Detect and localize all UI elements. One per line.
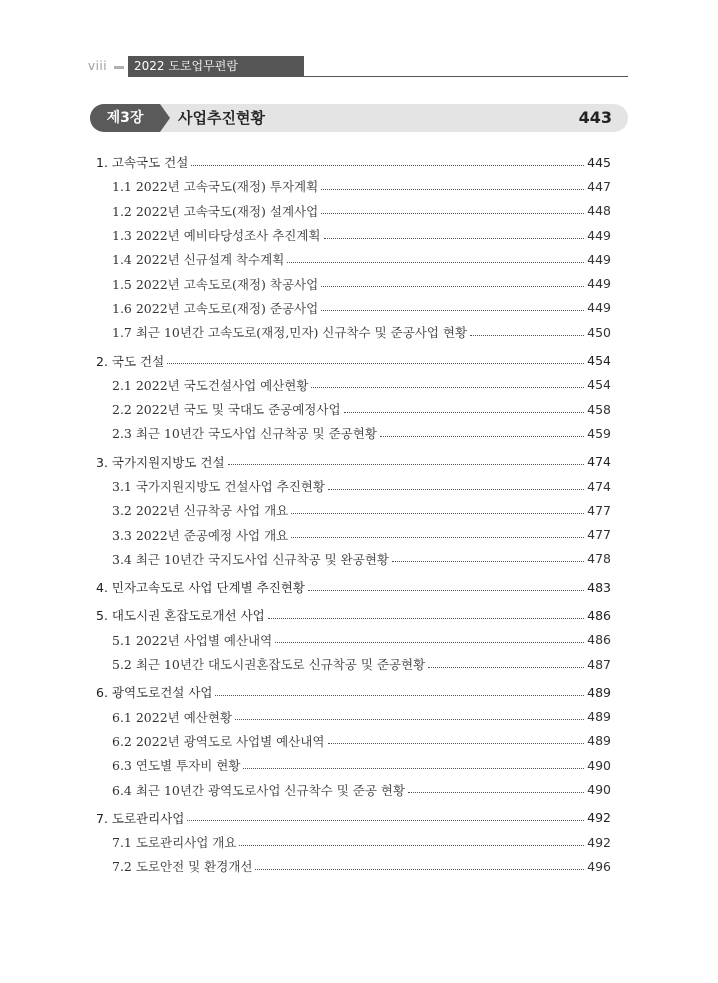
toc-entry-page: 487	[587, 656, 611, 672]
toc-dot-leader	[239, 845, 584, 846]
toc-entry-page: 454	[587, 353, 611, 369]
toc-entry-label: 2.1 2022년 국도건설사업 예산현황	[112, 377, 309, 393]
toc-entry-page: 477	[587, 527, 611, 543]
toc-subsection-entry[interactable]	[96, 498, 611, 522]
toc-subsection-entry[interactable]	[96, 652, 611, 676]
toc-entry-label: 6.3 연도별 투자비 현황	[112, 758, 241, 774]
toc-entry-page: 496	[587, 858, 611, 874]
toc-dot-leader	[287, 262, 584, 263]
toc-entry-label: 1.7 최근 10년간 고속도로(재정,민자) 신규착수 및 준공사업 현황	[112, 325, 468, 341]
toc-subsection-entry[interactable]	[96, 199, 611, 223]
toc-entry-page: 489	[587, 684, 611, 700]
toc-entry-page: 490	[587, 757, 611, 773]
toc-section-entry[interactable]	[96, 150, 611, 174]
toc-entry-label: 2. 국도 건설	[96, 353, 165, 369]
toc-entry-page: 486	[587, 607, 611, 623]
chapter-heading	[90, 104, 628, 132]
toc-entry-label: 6. 광역도로건설 사업	[96, 685, 213, 701]
toc-dot-leader	[344, 412, 585, 413]
toc-entry-page: 477	[587, 502, 611, 518]
toc-entry-page: 449	[587, 300, 611, 316]
toc-subsection-entry[interactable]	[96, 705, 611, 729]
toc-dot-leader	[291, 537, 584, 538]
toc-subsection-entry[interactable]	[96, 421, 611, 445]
toc-dot-leader	[321, 286, 584, 287]
toc-entry-label: 6.4 최근 10년간 광역도로사업 신규착수 및 준공 현황	[112, 782, 406, 798]
toc-entry-label: 6.1 2022년 예산현황	[112, 709, 233, 725]
toc-entry-page: 492	[587, 834, 611, 850]
toc-dot-leader	[392, 561, 584, 562]
chapter-title: 사업추진현황	[178, 109, 265, 127]
toc-entry-page: 474	[587, 478, 611, 494]
toc-subsection-entry[interactable]	[96, 628, 611, 652]
toc-subsection-entry[interactable]	[96, 373, 611, 397]
toc-entry-page: 478	[587, 551, 611, 567]
running-header	[88, 56, 628, 78]
toc-dot-leader	[380, 436, 584, 437]
toc-entry-label: 3.3 2022년 준공예정 사업 개요	[112, 527, 289, 543]
toc-subsection-entry[interactable]	[96, 174, 611, 198]
toc-dot-leader	[255, 869, 584, 870]
chapter-number-badge: 제3장	[90, 104, 160, 132]
toc-section-entry[interactable]	[96, 603, 611, 627]
toc-entry-label: 5. 대도시권 혼잡도로개선 사업	[96, 608, 265, 624]
toc-entry-page: 458	[587, 401, 611, 417]
toc-dot-leader	[235, 719, 584, 720]
chapter-page-number: 443	[578, 108, 612, 127]
toc-entry-page: 454	[587, 377, 611, 393]
toc-subsection-entry[interactable]	[96, 474, 611, 498]
toc-dot-leader	[408, 792, 584, 793]
toc-entry-label: 1.4 2022년 신규설계 착수계획	[112, 252, 285, 268]
toc-dot-leader	[308, 590, 584, 591]
toc-entry-label: 7.1 도로관리사업 개요	[112, 835, 237, 851]
toc-subsection-entry[interactable]	[96, 397, 611, 421]
toc-subsection-entry[interactable]	[96, 247, 611, 271]
toc-subsection-entry[interactable]	[96, 777, 611, 801]
toc-subsection-entry[interactable]	[96, 729, 611, 753]
toc-entry-page: 445	[587, 154, 611, 170]
toc-subsection-entry[interactable]	[96, 296, 611, 320]
toc-dot-leader	[275, 642, 584, 643]
toc-entry-page: 489	[587, 733, 611, 749]
toc-entry-page: 474	[587, 454, 611, 470]
toc-entry-page: 450	[587, 324, 611, 340]
toc-dot-leader	[191, 165, 584, 166]
toc-section-entry[interactable]	[96, 348, 611, 372]
toc-entry-label: 4. 민자고속도로 사업 단계별 추진현황	[96, 580, 305, 596]
toc-entry-page: 492	[587, 810, 611, 826]
toc-subsection-entry[interactable]	[96, 547, 611, 571]
toc-dot-leader	[470, 335, 584, 336]
toc-entry-page: 449	[587, 276, 611, 292]
toc-dot-leader	[328, 489, 584, 490]
toc-entry-label: 5.1 2022년 사업별 예산내역	[112, 632, 273, 648]
toc-dot-leader	[311, 387, 584, 388]
book-title-tab: 2022 도로업무편람	[128, 56, 304, 76]
toc-entry-label: 6.2 2022년 광역도로 사업별 예산내역	[112, 733, 325, 749]
toc-subsection-entry[interactable]	[96, 522, 611, 546]
toc-entry-label: 2.3 최근 10년간 국도사업 신규착공 및 준공현황	[112, 426, 377, 442]
toc-section-entry[interactable]	[96, 450, 611, 474]
toc-section-entry[interactable]	[96, 575, 611, 599]
toc-entry-label: 1.6 2022년 고속도로(재정) 준공사업	[112, 300, 319, 316]
page-number-label: viii	[88, 59, 108, 73]
toc-entry-label: 1.3 2022년 예비타당성조사 추진계획	[112, 228, 321, 244]
toc-dot-leader	[324, 238, 585, 239]
toc-dot-leader	[291, 513, 584, 514]
header-divider	[114, 66, 124, 69]
toc-dot-leader	[268, 618, 584, 619]
toc-entry-label: 1.2 2022년 고속국도(재정) 설계사업	[112, 203, 319, 219]
toc-dot-leader	[215, 695, 584, 696]
toc-entry-page: 449	[587, 251, 611, 267]
toc-entry-page: 447	[587, 178, 611, 194]
toc-entry-page: 449	[587, 227, 611, 243]
toc-dot-leader	[228, 464, 585, 465]
toc-entry-label: 7. 도로관리사업	[96, 810, 185, 826]
chapter-arrow-icon	[160, 104, 170, 132]
toc-subsection-entry[interactable]	[96, 223, 611, 247]
toc-entry-page: 489	[587, 709, 611, 725]
table-of-contents	[96, 150, 611, 879]
toc-dot-leader	[328, 743, 585, 744]
toc-entry-label: 3.4 최근 10년간 국지도사업 신규착공 및 완공현황	[112, 551, 389, 567]
toc-entry-label: 5.2 최근 10년간 대도시권혼잡도로 신규착공 및 준공현황	[112, 657, 426, 673]
toc-entry-label: 7.2 도로안전 및 환경개선	[112, 859, 253, 875]
toc-entry-page: 490	[587, 782, 611, 798]
toc-entry-label: 1.5 2022년 고속도로(재정) 착공사업	[112, 276, 319, 292]
toc-dot-leader	[187, 820, 584, 821]
toc-subsection-entry[interactable]	[96, 753, 611, 777]
toc-entry-label: 1.1 2022년 고속국도(재정) 투자계획	[112, 179, 319, 195]
toc-dot-leader	[243, 768, 584, 769]
toc-entry-label: 2.2 2022년 국도 및 국대도 준공예정사업	[112, 402, 341, 418]
toc-dot-leader	[167, 363, 584, 364]
toc-entry-page: 483	[587, 579, 611, 595]
toc-entry-label: 1. 고속국도 건설	[96, 155, 189, 171]
toc-subsection-entry[interactable]	[96, 271, 611, 295]
toc-entry-page: 459	[587, 425, 611, 441]
toc-entry-label: 3.2 2022년 신규착공 사업 개요	[112, 503, 289, 519]
toc-subsection-entry[interactable]	[96, 830, 611, 854]
toc-subsection-entry[interactable]	[96, 854, 611, 878]
toc-section-entry[interactable]	[96, 806, 611, 830]
toc-dot-leader	[321, 189, 584, 190]
toc-dot-leader	[428, 667, 584, 668]
toc-dot-leader	[321, 213, 584, 214]
toc-dot-leader	[321, 310, 584, 311]
toc-entry-page: 448	[587, 203, 611, 219]
toc-entry-label: 3.1 국가지원지방도 건설사업 추진현황	[112, 479, 325, 494]
toc-subsection-entry[interactable]	[96, 320, 611, 344]
toc-entry-label: 3. 국가지원지방도 건설	[96, 454, 225, 470]
header-rule	[128, 76, 628, 77]
toc-entry-page: 486	[587, 632, 611, 648]
toc-section-entry[interactable]	[96, 680, 611, 704]
